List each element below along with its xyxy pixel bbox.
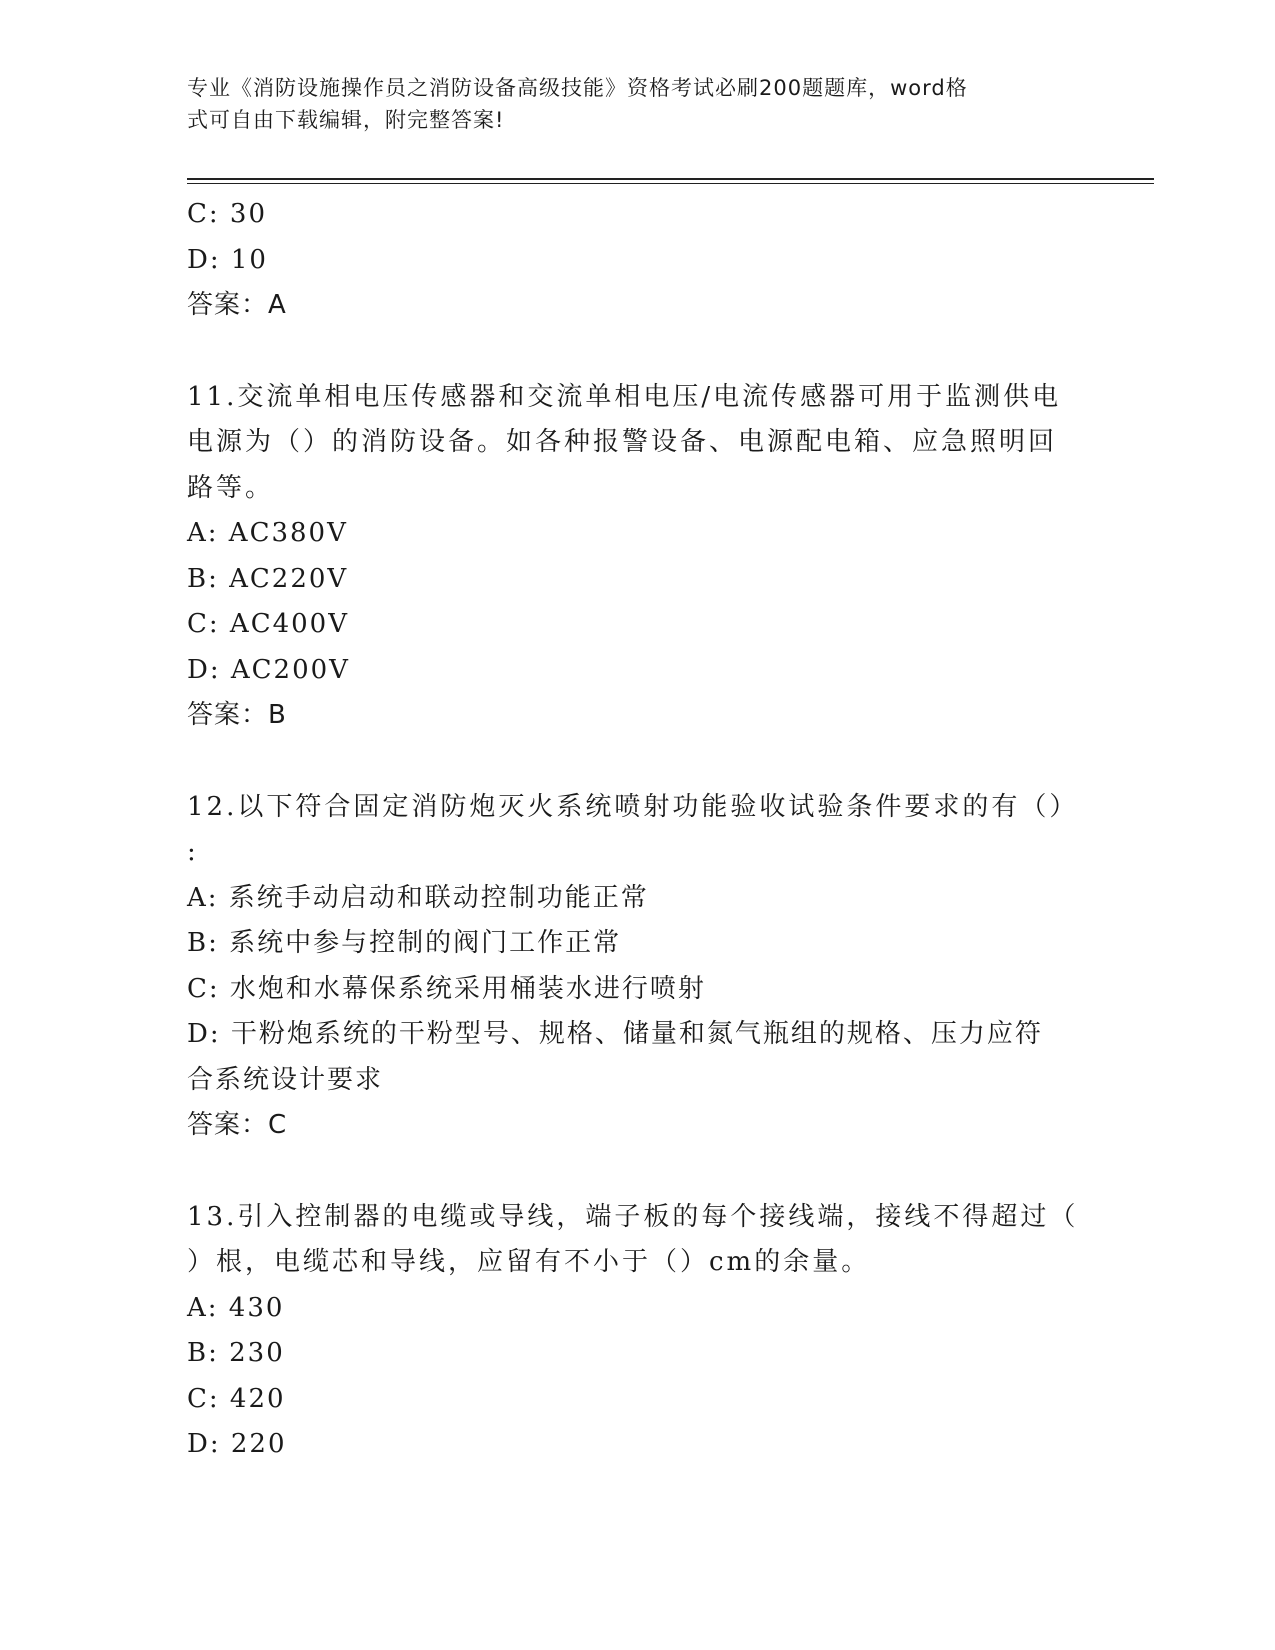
option-b: B: 230 <box>187 1338 285 1368</box>
answer-label: 答案：B <box>187 700 287 730</box>
option-c: C: 30 <box>187 199 268 229</box>
option-d-continued: 合系统设计要求 <box>187 1064 384 1095</box>
question-11-line-3: 路等。 <box>187 472 275 503</box>
option-d: D: 10 <box>187 244 268 275</box>
option-c: C: AC400V <box>187 609 349 639</box>
option-c: C: 420 <box>187 1383 286 1414</box>
question-13-line-2: ）根，电缆芯和导线，应留有不小于（）cm的余量。 <box>187 1247 871 1277</box>
option-a: A: 430 <box>187 1292 285 1323</box>
question-11-line-1: 11.交流单相电压传感器和交流单相电压/电流传感器可用于监测供电 <box>187 381 1062 412</box>
question-13-line-1: 13.引入控制器的电缆或导线，端子板的每个接线端，接线不得超过（ <box>187 1201 1079 1232</box>
question-11-line-2: 电源为（）的消防设备。如各种报警设备、电源配电箱、应急照明回 <box>187 427 1058 457</box>
option-a: A: 系统手动启动和联动控制功能正常 <box>187 882 649 913</box>
header-line-1: 专业《消防设施操作员之消防设备高级技能》资格考试必刷200题题库，word格 <box>187 76 968 100</box>
header-rule-bottom <box>187 183 1154 184</box>
option-d: D: AC200V <box>187 654 350 685</box>
header-line-2: 式可自由下载编辑，附完整答案! <box>187 108 505 132</box>
question-content <box>187 192 1087 1468</box>
option-d: D: 220 <box>187 1429 287 1459</box>
question-12-line-1: 12.以下符合固定消防炮灭火系统喷射功能验收试验条件要求的有（） <box>187 791 1079 822</box>
answer-label: 答案：A <box>187 290 287 320</box>
option-a: A: AC380V <box>187 518 348 548</box>
question-12-line-2: : <box>187 837 199 867</box>
document-header <box>187 72 1067 136</box>
option-b: B: AC220V <box>187 563 349 594</box>
option-d: D: 干粉炮系统的干粉型号、规格、储量和氮气瓶组的规格、压力应符 <box>187 1019 1043 1049</box>
header-rule-top <box>187 178 1154 180</box>
answer-label: 答案：C <box>187 1110 288 1140</box>
option-b: B: 系统中参与控制的阀门工作正常 <box>187 928 622 958</box>
option-c: C: 水炮和水幕保系统采用桶装水进行喷射 <box>187 973 706 1004</box>
